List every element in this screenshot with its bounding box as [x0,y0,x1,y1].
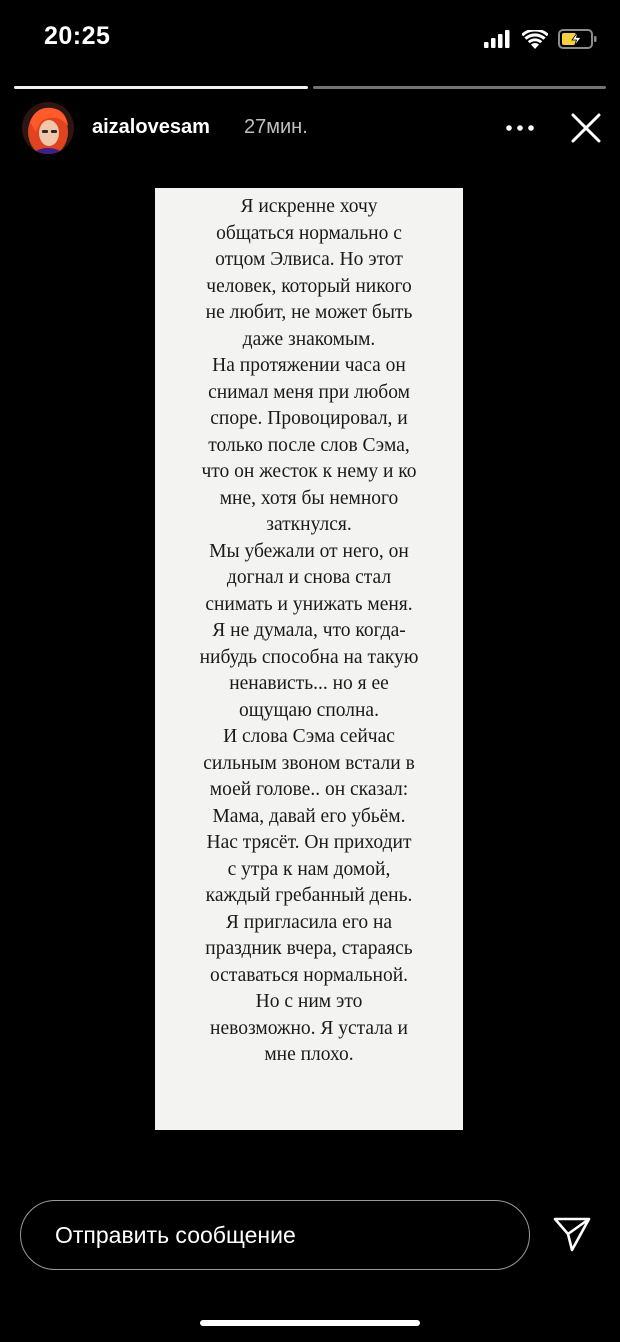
send-button[interactable] [548,1210,596,1258]
story-progress-bar [14,86,606,89]
send-icon [552,1215,592,1253]
story-header [0,100,620,162]
status-icons [484,28,598,50]
close-icon [571,113,601,143]
progress-segment-viewed [14,86,308,89]
signal-icon [484,30,512,48]
battery-charging-icon [558,29,598,49]
story-text-card [155,188,463,1130]
avatar-image [22,102,74,154]
message-placeholder: Отправить сообщение [55,1221,296,1248]
more-dots-icon [506,125,534,131]
username[interactable]: aizalovesam [92,116,210,138]
home-indicator[interactable] [200,1320,420,1326]
avatar[interactable] [22,102,74,154]
story-text: Я искренне хочу общаться нормально с отцом Элвиса. Но этот человек, который никого не любит, не может быть даже знакомым. На протяжении часа он снимал меня при любом споре. Провоцировал, и только после слов Сэма, что он жесток к нему и ко мне, хотя бы немного заткнулся. Мы убежали от него, он догнал и снова стал снимать и унижать меня. Я не думала, что когда- нибудь способна на такую ненависть... но я ее ощущаю сполна. И слова Сэма сейчас сильным звоном встали в моей голове.. он сказал: Мама, давай его убьём. Нас трясёт. Он приходит с утра к нам домой, каждый гребанный день. Я пригласила его на праздник вчера, стараясь оставаться нормальной. Но с ним это невозможно. Я устала и мне плохо. [199,196,419,1065]
story-timestamp: 27мин. [244,116,308,138]
wifi-icon [522,30,548,49]
message-input[interactable] [20,1200,530,1270]
close-button[interactable] [566,108,606,148]
progress-segment-current [313,86,607,89]
more-options-button[interactable] [502,110,538,146]
status-time: 20:25 [44,22,111,50]
status-bar [0,0,620,78]
